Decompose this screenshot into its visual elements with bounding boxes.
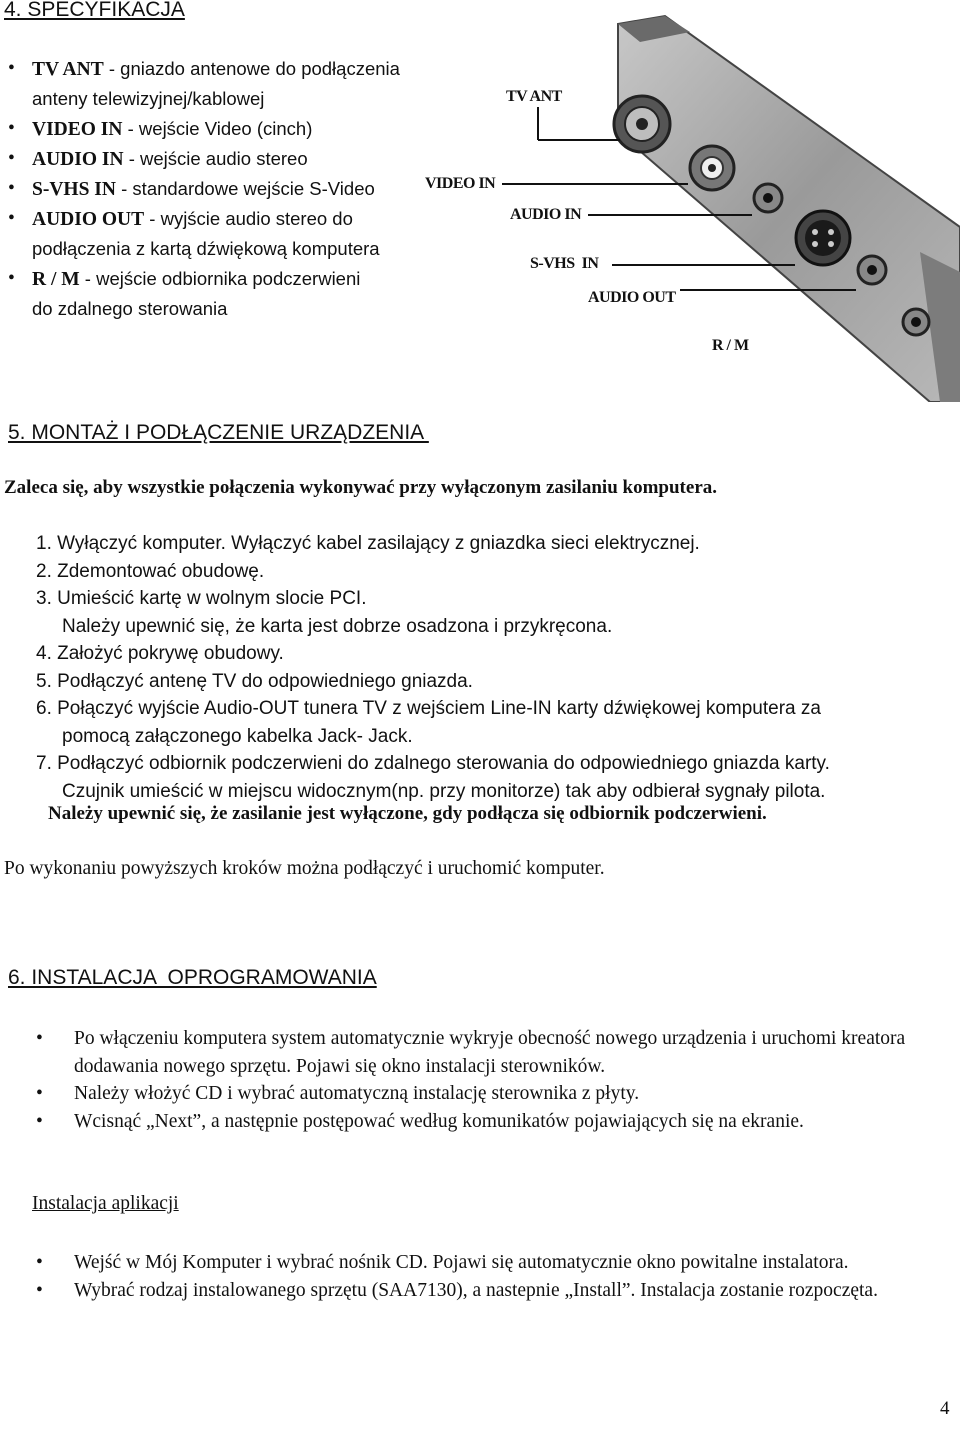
section-5-final: Po wykonaniu powyższych kroków można podłączyć i uruchomić komputer. bbox=[4, 858, 605, 879]
spec-label: VIDEO IN bbox=[32, 119, 123, 140]
section-4-heading: 4. SPECYFIKACJA bbox=[4, 0, 185, 21]
label-svhs-in: S-VHS IN bbox=[530, 255, 599, 272]
label-audio-in: AUDIO IN bbox=[510, 206, 582, 223]
step-6: 6. Połączyć wyjście Audio-OUT tunera TV z wejściem Line-IN karty dźwiękowej komputera za bbox=[36, 698, 821, 719]
label-video-in: VIDEO IN bbox=[425, 175, 496, 192]
install-app-list bbox=[36, 1249, 941, 1304]
section-5-warning: Należy upewnić się, że zasilanie jest wyłączone, gdy podłącza się odbiornik podczerwieni. bbox=[48, 803, 767, 824]
spec-item-audio-out bbox=[8, 204, 498, 264]
list-item: • Wcisnąć „Next”, a następnie postępować według komunikatów pojawiających się na ekranie. bbox=[36, 1108, 936, 1136]
step-4: 4. Założyć pokrywę obudowy. bbox=[36, 643, 284, 664]
label-audio-out: AUDIO OUT bbox=[588, 289, 676, 306]
spec-desc-cont: do zdalnego sterowania bbox=[32, 298, 228, 319]
install-steps-list bbox=[36, 530, 956, 805]
spec-desc: - wejście Video (cinch) bbox=[122, 118, 313, 139]
audio-in-connector bbox=[754, 184, 782, 212]
bracket-plate bbox=[618, 16, 960, 402]
spec-label: TV ANT bbox=[32, 59, 104, 80]
section-6-heading: 6. INSTALACJA OPROGRAMOWANIA bbox=[8, 966, 377, 989]
step-7: 7. Podłączyć odbiornik podczerwieni do zdalnego sterowania do odpowiedniego gniazda karty. bbox=[36, 753, 830, 774]
step-3: 3. Umieścić kartę w wolnym slocie PCI. bbox=[36, 588, 367, 609]
spec-desc: - wejście odbiornika podczerwieni bbox=[79, 268, 361, 289]
spec-label: S-VHS IN bbox=[32, 179, 116, 200]
section-5-heading: 5. MONTAŻ I PODŁĄCZENIE URZĄDZENIA bbox=[8, 421, 429, 444]
list-item: • Wejść w Mój Komputer i wybrać nośnik CD. Pojawi się automatycznie okno powitalne instalatora. bbox=[36, 1249, 941, 1277]
list-item: • Wybrać rodzaj instalowanego sprzętu (SAA7130), a nastepnie „Install”. Instalacja zostanie rozpoczęta. bbox=[36, 1277, 941, 1305]
step-6-cont: pomocą załączonego kabelka Jack- Jack. bbox=[62, 725, 413, 747]
section-5-note: Zaleca się, aby wszystkie połączenia wykonywać przy wyłączonym zasilaniu komputera. bbox=[4, 477, 718, 498]
spec-desc: - wejście audio stereo bbox=[123, 148, 308, 169]
spec-desc: - wyjście audio stereo do bbox=[144, 208, 353, 229]
step-1: 1. Wyłączyć komputer. Wyłączyć kabel zasilający z gniazdka sieci elektrycznej. bbox=[36, 533, 700, 554]
spec-label: R / M bbox=[32, 269, 80, 290]
step-5: 5. Podłączyć antenę TV do odpowiedniego gniazda. bbox=[36, 670, 473, 692]
spec-item-video-in bbox=[8, 114, 498, 144]
tv-ant-connector bbox=[614, 96, 670, 152]
step-7-cont: Czujnik umieścić w miejscu widocznym(np. przy monitorze) tak aby odbierał sygnały pilota. bbox=[62, 780, 826, 802]
spec-item-rm bbox=[8, 264, 498, 324]
label-rm: R / M bbox=[712, 337, 749, 354]
spec-desc: - standardowe wejście S-Video bbox=[115, 178, 375, 199]
video-in-connector bbox=[690, 146, 734, 190]
spec-label: AUDIO IN bbox=[32, 149, 124, 170]
rm-connector bbox=[903, 309, 929, 335]
spec-desc-cont: podłączenia z kartą dźwiękową komputera bbox=[32, 238, 380, 259]
install-app-heading: Instalacja aplikacji bbox=[32, 1193, 179, 1214]
audio-out-connector bbox=[858, 256, 886, 284]
section-6-list bbox=[36, 1025, 936, 1135]
step-2: 2. Zdemontować obudowę. bbox=[36, 560, 265, 582]
list-item: • Należy włożyć CD i wybrać automatyczną instalację sterownika z płyty. bbox=[36, 1080, 936, 1108]
spec-item-audio-in bbox=[8, 144, 498, 174]
page-number: 4 bbox=[940, 1398, 950, 1419]
spec-label: AUDIO OUT bbox=[32, 209, 145, 230]
spec-desc-cont: anteny telewizyjnej/kablowej bbox=[32, 88, 265, 109]
step-3-cont: Należy upewnić się, że karta jest dobrze osadzona i przykręcona. bbox=[62, 615, 613, 637]
list-item: • Po włączeniu komputera system automatycznie wykryje obecność nowego urządzenia i uruchomi kreatora dodawania nowego sprzętu. Pojawi się okno instalacji sterowników. bbox=[36, 1025, 936, 1080]
spec-desc: - gniazdo antenowe do podłączenia bbox=[103, 58, 400, 79]
svhs-connector bbox=[796, 211, 850, 265]
spec-item-tv-ant bbox=[8, 54, 498, 114]
label-tv-ant: TV ANT bbox=[506, 88, 562, 105]
